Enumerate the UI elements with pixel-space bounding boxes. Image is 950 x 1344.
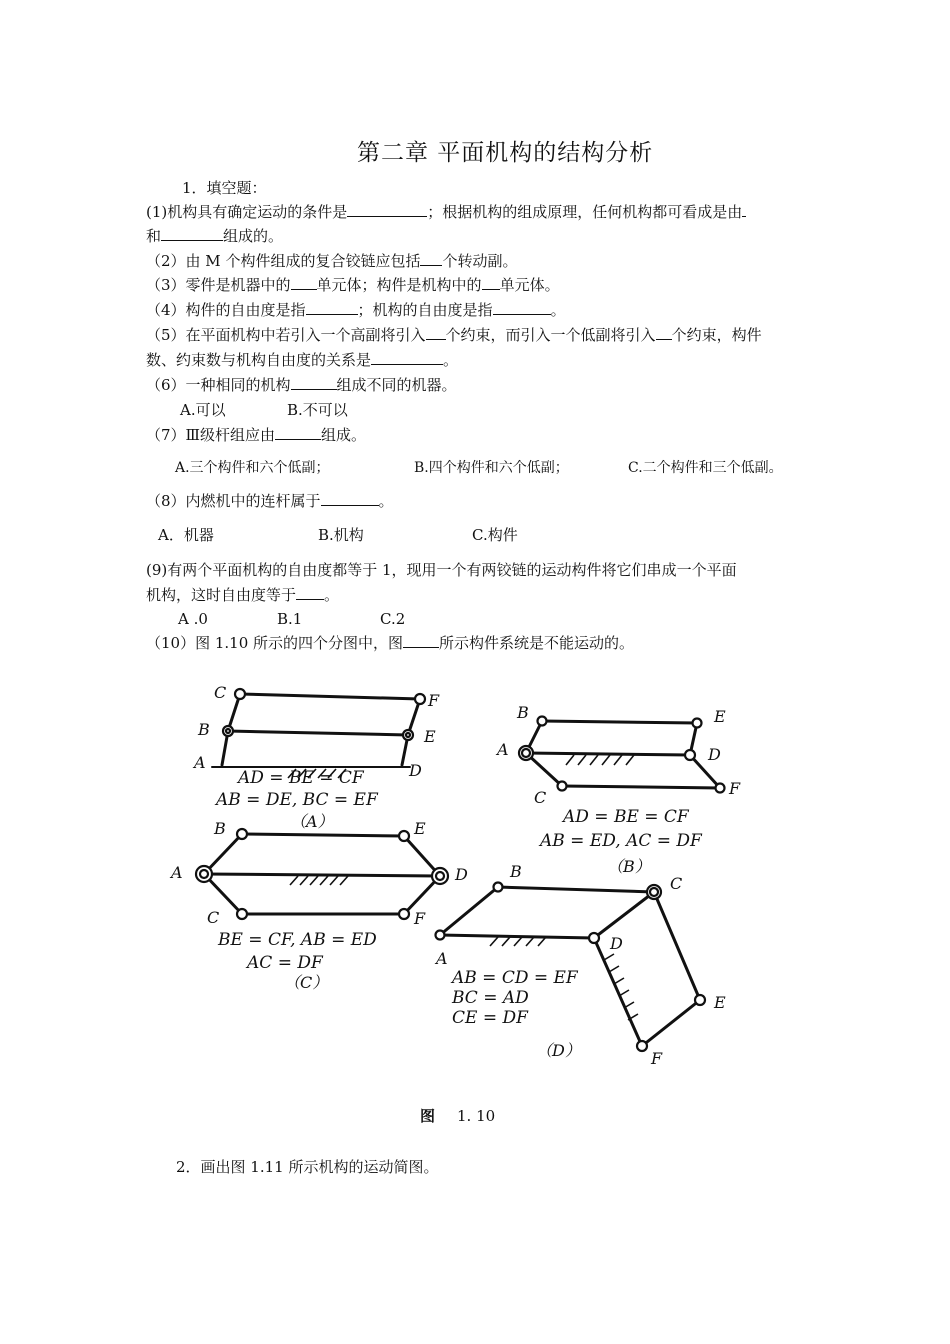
q9-option-b: B.1 xyxy=(277,610,303,628)
q9-option-c: C.2 xyxy=(380,610,406,628)
subfigure-tag: （B） xyxy=(607,857,651,876)
subfigure-tag: （D） xyxy=(536,1041,581,1060)
q6-option-b: B.不可以 xyxy=(287,401,348,419)
joint-label: A xyxy=(171,863,183,882)
q6-option-a: A.可以 xyxy=(180,401,226,419)
page-title: 第二章 平面机构的结构分析 xyxy=(357,140,654,166)
question-1-cont: 和 组成的。 xyxy=(146,227,284,245)
question-3: （3）零件是机器中的 单元体；构件是机构中的 单元体。 xyxy=(146,276,560,294)
answer-blank[interactable] xyxy=(656,325,672,340)
joint-label: E xyxy=(714,993,726,1012)
joint-label: D xyxy=(610,934,623,953)
question-9-cont: 机构，这时自由度等于 。 xyxy=(146,586,340,604)
joint-label: C xyxy=(534,788,547,807)
question-5-cont: 数、约束数与机构自由度的关系是 。 xyxy=(146,351,459,369)
mechanism-a xyxy=(212,694,420,767)
q8-option-c: C.构件 xyxy=(472,526,518,544)
joint-label: D xyxy=(455,865,468,884)
equation: AD = BE = CF xyxy=(238,768,364,788)
q7-option-c: C.二个构件和三个低副。 xyxy=(628,460,783,476)
answer-blank[interactable] xyxy=(321,491,379,506)
question-9: (9)有两个平面机构的自由度都等于 1，现用一个有两铰链的运动构件将它们串成一个平面 xyxy=(146,561,737,579)
joint-label: B xyxy=(214,819,226,838)
answer-blank[interactable] xyxy=(742,202,746,217)
joint-label: B xyxy=(510,862,522,881)
answer-blank[interactable] xyxy=(291,275,317,290)
equation: AB = ED, AC = DF xyxy=(540,831,702,851)
answer-blank[interactable] xyxy=(291,375,337,390)
joint-label: F xyxy=(651,1049,663,1068)
q8-option-b: B.机构 xyxy=(318,526,364,544)
answer-blank[interactable] xyxy=(482,275,500,290)
question-4: （4）构件的自由度是指 ；机构的自由度是指 。 xyxy=(146,301,566,319)
question-8: （8）内燃机中的连杆属于 。 xyxy=(146,492,394,510)
joint-label: C xyxy=(207,908,220,927)
question-7: （7）Ⅲ级杆组应由 组成。 xyxy=(146,426,367,444)
joint-label: C xyxy=(670,874,683,893)
equation: BC = AD xyxy=(452,988,529,1008)
answer-blank[interactable] xyxy=(426,325,446,340)
answer-blank[interactable] xyxy=(347,202,427,217)
figure-1-10 xyxy=(160,670,760,1070)
joint-label: C xyxy=(214,683,227,702)
q7-option-a: A.三个构件和六个低副； xyxy=(175,460,330,476)
equation: CE = DF xyxy=(452,1008,528,1028)
question-10: （10）图 1.10 所示的四个分图中，图 所示构件系统是不能运动的。 xyxy=(146,634,635,652)
equation: AD = BE = CF xyxy=(563,807,689,827)
joint-label: B xyxy=(517,703,529,722)
q9-option-a: A .0 xyxy=(178,610,208,628)
joint-label: B xyxy=(198,720,210,739)
section-heading-2: 2．画出图 1.11 所示机构的运动简图。 xyxy=(176,1158,439,1176)
joint-label: F xyxy=(729,779,741,798)
equation: AC = DF xyxy=(247,953,323,973)
subfigure-tag: （A） xyxy=(290,812,334,831)
answer-blank[interactable] xyxy=(403,633,439,648)
answer-blank[interactable] xyxy=(371,350,443,365)
q8-option-a: A．机器 xyxy=(158,526,214,544)
mechanism-c xyxy=(204,834,440,914)
answer-blank[interactable] xyxy=(275,425,321,440)
joint-label: A xyxy=(194,753,206,772)
figure-caption: 图 1. 10 xyxy=(420,1107,496,1125)
joint-label: F xyxy=(414,909,426,928)
joint-label: A xyxy=(497,740,509,759)
answer-blank[interactable] xyxy=(493,300,551,315)
subfigure-tag: （C） xyxy=(284,973,329,992)
question-2: （2）由 M 个构件组成的复合铰链应包括 个转动副。 xyxy=(146,252,518,270)
equation: BE = CF, AB = ED xyxy=(218,930,377,950)
joint-label: D xyxy=(409,761,422,780)
question-6: （6）一种相同的机构 组成不同的机器。 xyxy=(146,376,457,394)
joint-label: A xyxy=(436,949,448,968)
answer-blank[interactable] xyxy=(296,585,324,600)
joint-label: E xyxy=(424,727,436,746)
answer-blank[interactable] xyxy=(161,226,223,241)
q7-option-b: B.四个构件和六个低副； xyxy=(414,460,569,476)
equation: AB = DE, BC = EF xyxy=(216,790,378,810)
joint-label: E xyxy=(414,819,426,838)
section-heading: 1．填空题： xyxy=(182,179,267,197)
question-1: (1)机构具有确定运动的条件是 ；根据机构的组成原理，任何机构都可看成是由 xyxy=(146,202,746,222)
answer-blank[interactable] xyxy=(420,251,442,266)
joint-label: E xyxy=(714,707,726,726)
joint-label: D xyxy=(708,745,721,764)
question-5: （5）在平面机构中若引入一个高副将引入 个约束，而引入一个低副将引入 个约束，构件 xyxy=(146,326,762,344)
equation: AB = CD = EF xyxy=(452,968,578,988)
answer-blank[interactable] xyxy=(306,300,358,315)
joint-label: F xyxy=(428,691,440,710)
